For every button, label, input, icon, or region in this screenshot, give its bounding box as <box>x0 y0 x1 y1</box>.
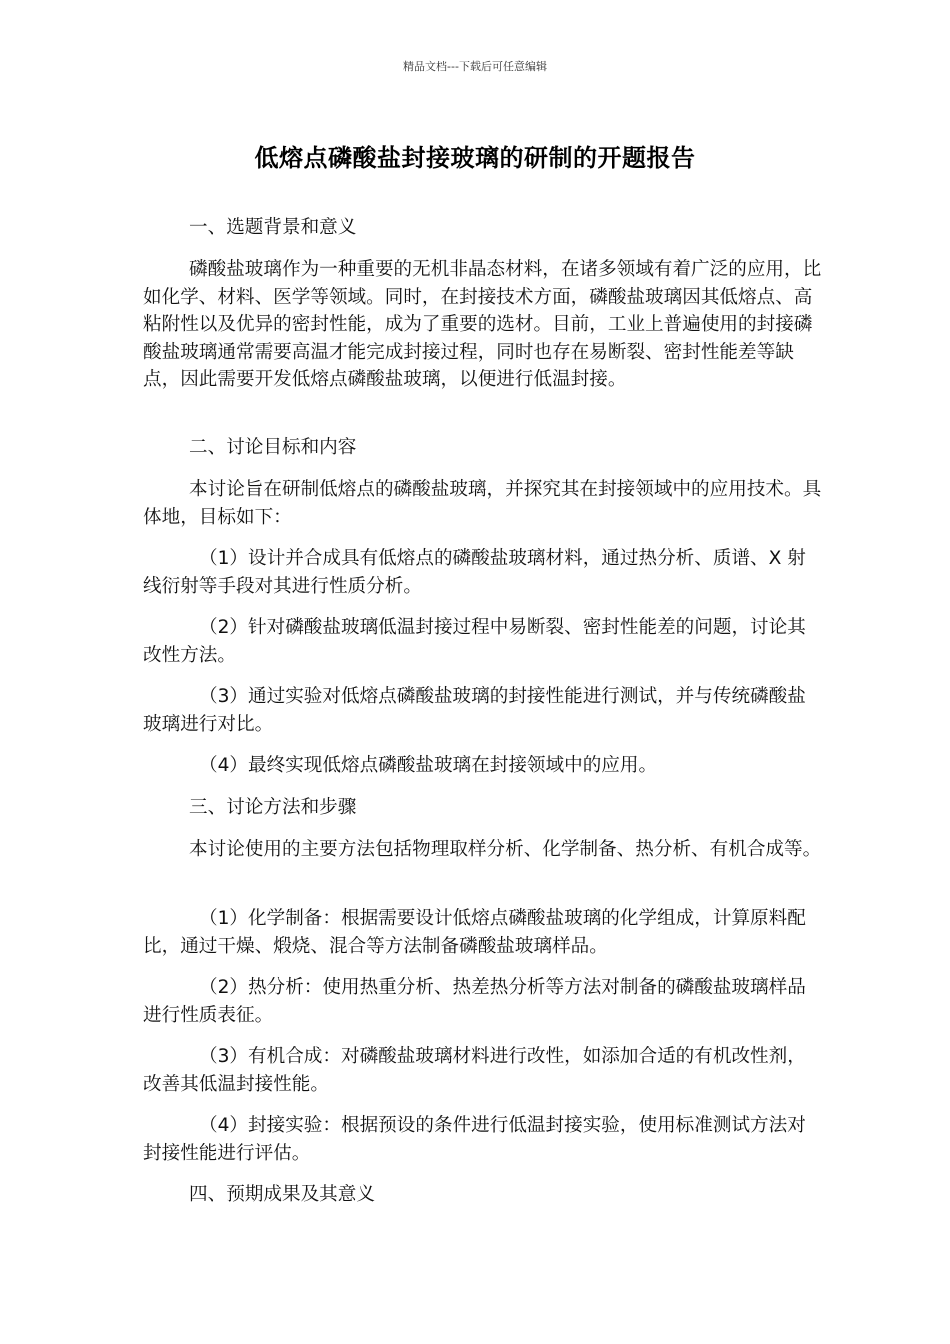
section-2-item-3: （3）通过实验对低熔点磷酸盐玻璃的封接性能进行测试，并与传统磷酸盐玻璃进行对比。 <box>143 686 806 735</box>
section-3-item-4: （4）封接实验：根据预设的条件进行低温封接实验，使用标准测试方法对封接性能进行评估。 <box>143 1115 806 1164</box>
section-3-item-1: （1）化学制备：根据需要设计低熔点磷酸盐玻璃的化学组成，计算原料配比，通过干燥、煅烧、混合等方法制备磷酸盐玻璃样品。 <box>143 908 806 957</box>
document-title: 低熔点磷酸盐封接玻璃的研制的开题报告 <box>254 144 696 172</box>
section-3-intro: 本讨论使用的主要方法包括物理取样分析、化学制备、热分析、有机合成等。 <box>189 839 822 860</box>
header-note: 精品文档---下载后可任意编辑 <box>403 60 547 73</box>
section-2-item-4: （4）最终实现低熔点磷酸盐玻璃在封接领域中的应用。 <box>199 755 658 776</box>
section-3-item-2: （2）热分析：使用热重分析、热差热分析等方法对制备的磷酸盐玻璃样品进行性质表征。 <box>143 977 806 1026</box>
section-1-body: 磷酸盐玻璃作为一种重要的无机非晶态材料，在诸多领域有着广泛的应用，比如化学、材料、医学等领域。同时，在封接技术方面，磷酸盐玻璃因其低熔点、高粘附性以及优异的密封性能，成为了重要的选材。目前，工业上普遍使用的封接磷酸盐玻璃通常需要高温才能完成封接过程，同时也存在易断裂、密封性能差等缺点，因此需要开发低熔点磷酸盐玻璃，以便进行低温封接。 <box>143 259 822 390</box>
section-2-intro: 本讨论旨在研制低熔点的磷酸盐玻璃，并探究其在封接领域中的应用技术。具体地，目标如下： <box>143 479 822 528</box>
section-3-item-3: （3）有机合成：对磷酸盐玻璃材料进行改性，如添加合适的有机改性剂，改善其低温封接性能。 <box>143 1046 806 1095</box>
section-2-item-1: （1）设计并合成具有低熔点的磷酸盐玻璃材料，通过热分析、质谱、X 射线衍射等手段对其进行性质分析。 <box>143 548 806 597</box>
section-4-heading: 四、预期成果及其意义 <box>189 1184 375 1205</box>
section-3-heading: 三、讨论方法和步骤 <box>189 797 357 818</box>
section-1-heading: 一、选题背景和意义 <box>189 217 357 238</box>
section-2-item-2: （2）针对磷酸盐玻璃低温封接过程中易断裂、密封性能差的问题，讨论其改性方法。 <box>143 617 806 666</box>
section-2-heading: 二、讨论目标和内容 <box>189 437 357 458</box>
